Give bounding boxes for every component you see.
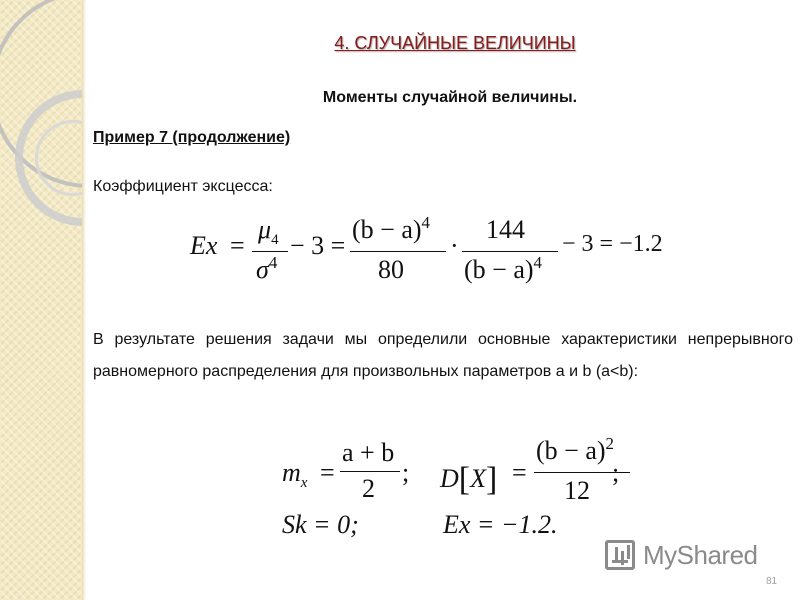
fraction-mu4-sigma4	[252, 215, 288, 291]
variance-argument: X	[470, 464, 486, 493]
myshared-logo	[605, 535, 770, 575]
numerator-ba: (b − a)	[352, 215, 422, 244]
panel-edge	[82, 0, 86, 600]
excess-formula: Ex = −1.2.	[443, 510, 558, 539]
sigma-power: 4	[268, 252, 278, 272]
dot-operator: ·	[450, 231, 459, 260]
denominator-12: 12	[564, 476, 590, 505]
sigma-symbol: σ	[256, 255, 269, 284]
variance-symbol: D	[440, 464, 459, 493]
mean-formula	[282, 438, 412, 508]
numerator-a-plus-b: a + b	[342, 438, 395, 467]
slide-subtitle: Моменты случайной величины.	[322, 89, 578, 106]
equals-sign: =	[230, 231, 245, 260]
denominator-power: 4	[533, 252, 542, 272]
mean-symbol: m	[282, 458, 301, 487]
denominator-ba: (b − a)	[464, 255, 534, 284]
minus-three: − 3 =	[290, 231, 346, 260]
slide-title: 4. СЛУЧАЙНЫЕ ВЕЛИЧИНЫ	[334, 33, 576, 53]
numerator-ba: (b − a)	[536, 436, 606, 465]
denominator-80: 80	[378, 255, 404, 284]
presentation-board-icon	[605, 540, 635, 570]
decorative-side-panel	[0, 0, 86, 600]
summary-paragraph: В результате решения задачи мы определили основные характеристики непрерывного равномерного распределения для произвольных параметров a и b (a<b):	[93, 331, 793, 380]
equals-sign: =	[512, 458, 527, 487]
skewness-formula: Sk = 0;	[282, 510, 359, 539]
fraction-144-ba4	[462, 215, 558, 291]
semicolon: ;	[612, 458, 620, 487]
numerator-144: 144	[486, 215, 525, 244]
variance-formula: D[X] = $(b - a)^2$ 12 ;	[440, 430, 630, 508]
denominator-2: 2	[362, 474, 375, 503]
page-number: 81	[766, 576, 778, 587]
fraction-ba4-80	[350, 212, 446, 291]
equals-sign: =	[320, 458, 335, 487]
numerator-power: 4	[421, 212, 430, 232]
kurtosis-label: Коэффициент эксцесса:	[93, 178, 273, 195]
formula-lhs: Ex	[190, 231, 218, 260]
example-heading: Пример 7 (продолжение)	[93, 129, 291, 146]
kurtosis-result: − 3 = −1.2	[562, 231, 663, 257]
logo-text: MyShared	[643, 539, 758, 570]
mu-symbol: μ	[258, 215, 272, 244]
mu-subscript: 4	[271, 232, 279, 249]
mean-subscript: x	[300, 475, 308, 492]
fraction-ab-2	[340, 438, 400, 504]
kurtosis-formula	[190, 212, 663, 295]
semicolon: ;	[402, 458, 410, 487]
numerator-power: 2	[605, 433, 614, 453]
